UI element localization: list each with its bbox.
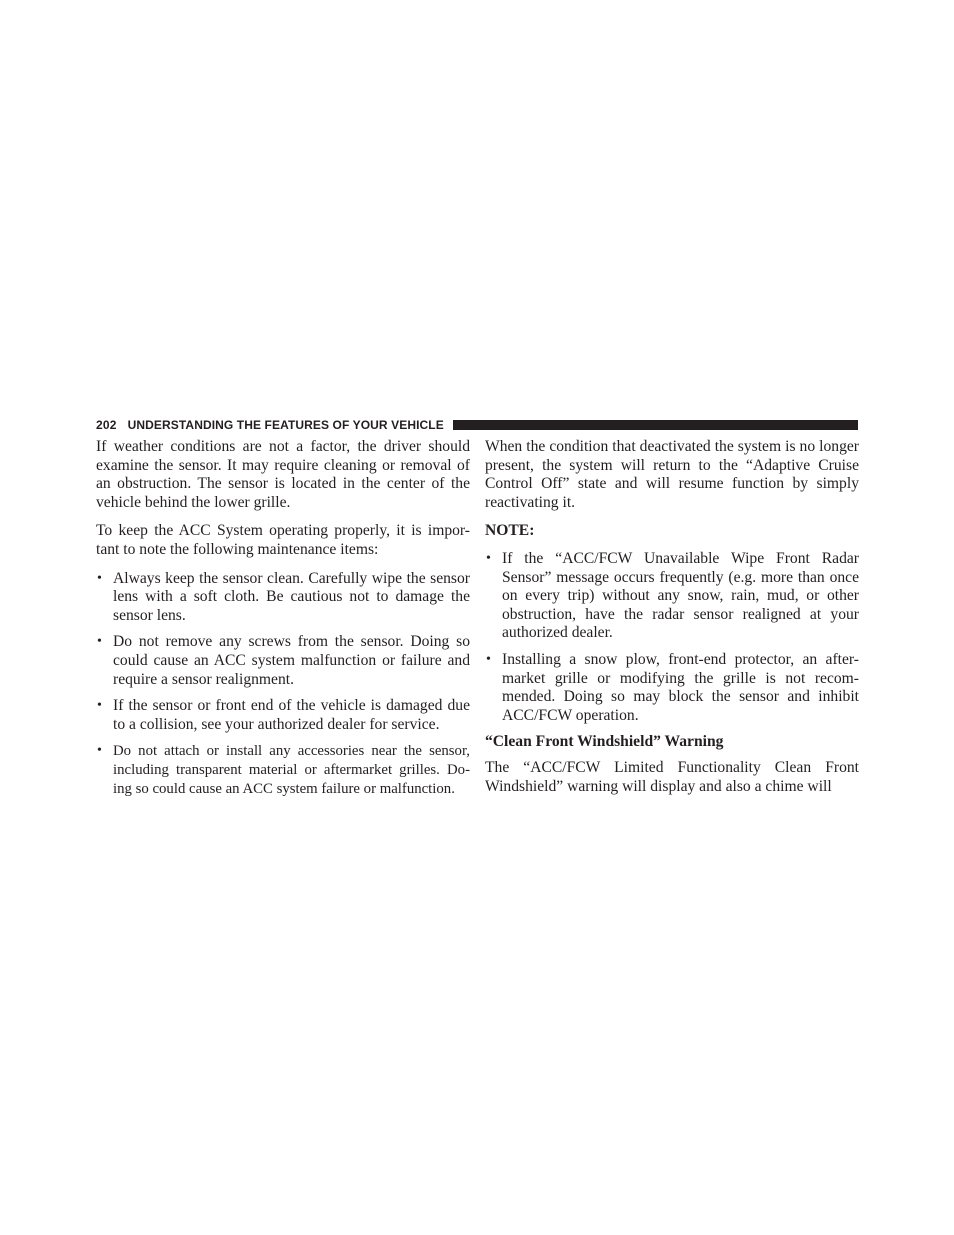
note-label: NOTE: bbox=[485, 522, 535, 540]
list-item bbox=[96, 742, 470, 798]
page-header bbox=[96, 417, 858, 433]
list-item bbox=[485, 550, 859, 643]
paragraph: When the condition that deactivated the system is no longer present, the system will return to the “Adaptive Cruise Control Off” state and will resume function by simply reactivating it. bbox=[485, 438, 859, 511]
paragraph: To keep the ACC System operating properly, it is impor- tant to note the following maintenance items: bbox=[96, 522, 470, 558]
list-item-text: Do not attach or install any accessories near the sensor, including transparent material or aftermarket grilles. Do- ing so could cause an ACC system failure or malfunction. bbox=[113, 743, 470, 797]
list-item bbox=[96, 697, 470, 734]
list-item-text: If the sensor or front end of the vehicle is damaged due to a collision, see your authorized dealer for service. bbox=[113, 697, 470, 733]
list-item bbox=[485, 651, 859, 725]
bullet-icon: • bbox=[97, 634, 102, 650]
paragraph: The “ACC/FCW Limited Functionality Clean Front Windshield” warning will display and also a chime will bbox=[485, 758, 859, 795]
list-item bbox=[96, 633, 470, 689]
list-item-text: Do not remove any screws from the sensor. Doing so could cause an ACC system malfunction or failure and require a sensor realignment. bbox=[113, 633, 470, 688]
bullet-icon: • bbox=[486, 550, 491, 566]
list-item-text: Always keep the sensor clean. Carefully wipe the sensor lens with a soft cloth. Be cautious not to damage the sensor lens. bbox=[113, 569, 470, 624]
section-title: UNDERSTANDING THE FEATURES OF YOUR VEHICLE bbox=[127, 418, 444, 432]
page-number: 202 bbox=[96, 418, 117, 432]
left-column bbox=[96, 438, 470, 806]
note-list bbox=[485, 550, 859, 725]
list-item-text: Installing a snow plow, front-end protector, an after- market grille or modifying the grille is not recom- mended. Doing so may block the sensor and inhibit ACC/FCW operation. bbox=[502, 650, 859, 724]
list-item bbox=[96, 570, 470, 626]
bullet-icon: • bbox=[97, 570, 102, 586]
right-column bbox=[485, 438, 859, 806]
subheading: “Clean Front Windshield” Warning bbox=[485, 733, 724, 751]
maintenance-list bbox=[96, 570, 470, 799]
list-item-text: If the “ACC/FCW Unavailable Wipe Front Radar Sensor” message occurs frequently (e.g. more than once on every trip) without any snow, rain, mud, or other obstruction, have the radar sensor realigned at your authorized dealer. bbox=[502, 549, 859, 642]
bullet-icon: • bbox=[486, 651, 491, 667]
bullet-icon: • bbox=[97, 743, 102, 759]
header-rule bbox=[453, 420, 858, 430]
bullet-icon: • bbox=[97, 698, 102, 714]
paragraph: If weather conditions are not a factor, the driver should examine the sensor. It may require cleaning or removal of an obstruction. The sensor is located in the center of the vehicle behind the lower grille. bbox=[96, 438, 470, 511]
